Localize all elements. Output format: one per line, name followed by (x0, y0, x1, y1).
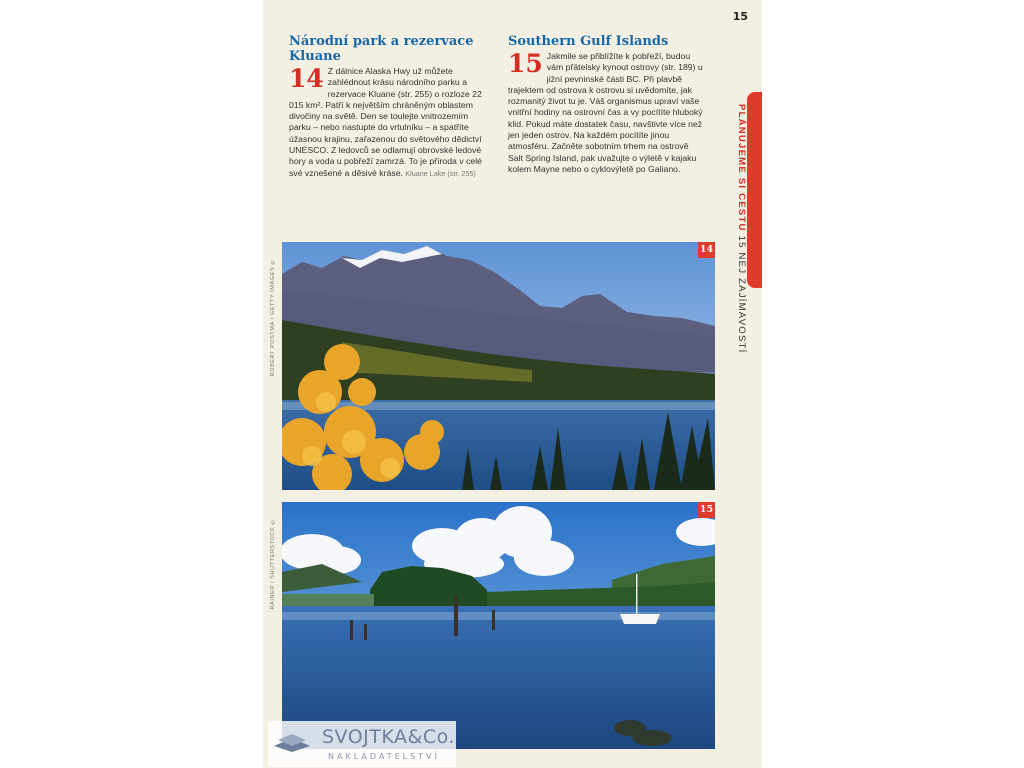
photo-caption: Kluane Lake (str. 255) (405, 168, 476, 178)
article-text: Z dálnice Alaska Hwy už můžete zahlédnout krásu národního parku a rezervace Kluane (str. 255) o rozloze 22 015 km². Patří k největším chráněným oblastem divočiny na světě. Den se toulejte vnitrozemím parku – nebo nastupte do vrtulníku – a spatříte úžasnou krajinu, zařazenou do světového dědictví UNESCO. Z ledovců se odlamují obrovské ledové hory a voda u pobřeží zamrzá. To je příroda v celé své vznešené a děsivé kráse. (289, 66, 482, 178)
article-title: Southern Gulf Islands (508, 34, 669, 49)
article-number: 14 (289, 64, 324, 93)
photo-credit: RAINER / SHUTTERSTOCK © (270, 518, 276, 610)
photo-number-badge: 15 (698, 502, 715, 518)
article-body (289, 66, 486, 179)
publisher-watermark (268, 721, 456, 767)
article-number: 15 (508, 49, 543, 78)
island-bay-photo (282, 502, 715, 749)
article-gulf-islands (508, 34, 705, 175)
publisher-subtitle: NAKLADATELSTVÍ (328, 752, 440, 761)
section-title: 15 NEJ ZAJÍMAVOSTÍ (736, 235, 747, 354)
chapter-running-head (729, 104, 747, 354)
article-body (508, 51, 705, 175)
photo-number-badge: 14 (698, 242, 715, 258)
mountain-lake-photo (282, 242, 715, 490)
article-title: Národní park a rezervace Kluane (289, 34, 474, 64)
photo-credit: ROBERT POSTMA / GETTY IMAGES © (270, 258, 276, 377)
article-kluane (289, 34, 486, 179)
page-number: 15 (732, 10, 748, 23)
book-logo-icon (272, 728, 312, 754)
chapter-title: PLÁNUJEME SI CESTU (736, 104, 747, 232)
chapter-tab (747, 92, 762, 288)
publisher-name: SVOJTKA&Co. (322, 726, 455, 748)
book-page (263, 0, 762, 768)
article-text: Jakmile se přiblížíte k pobřeží, budou vám přátelsky kynout ostrovy (str. 189) u jižní pevninské části BC. Při plavbě trajektem od ostrova k ostrovu si uvědomíte, jak rozmanitý život tu je. Váš organismus upraví vaše vnitřní hodiny na ostrovní čas a vy pocítíte hluboký klid. Pokud máte dostatek času, navštivte více než jen jeden ostrov. Na každém pocítíte jinou atmosféru. Začněte sobotním trhem na ostrově Salt Spring Island, pak uvažujte o výletě v kajaku kolem Mayne nebo o cyklovýletě po Galiano. (508, 51, 703, 174)
